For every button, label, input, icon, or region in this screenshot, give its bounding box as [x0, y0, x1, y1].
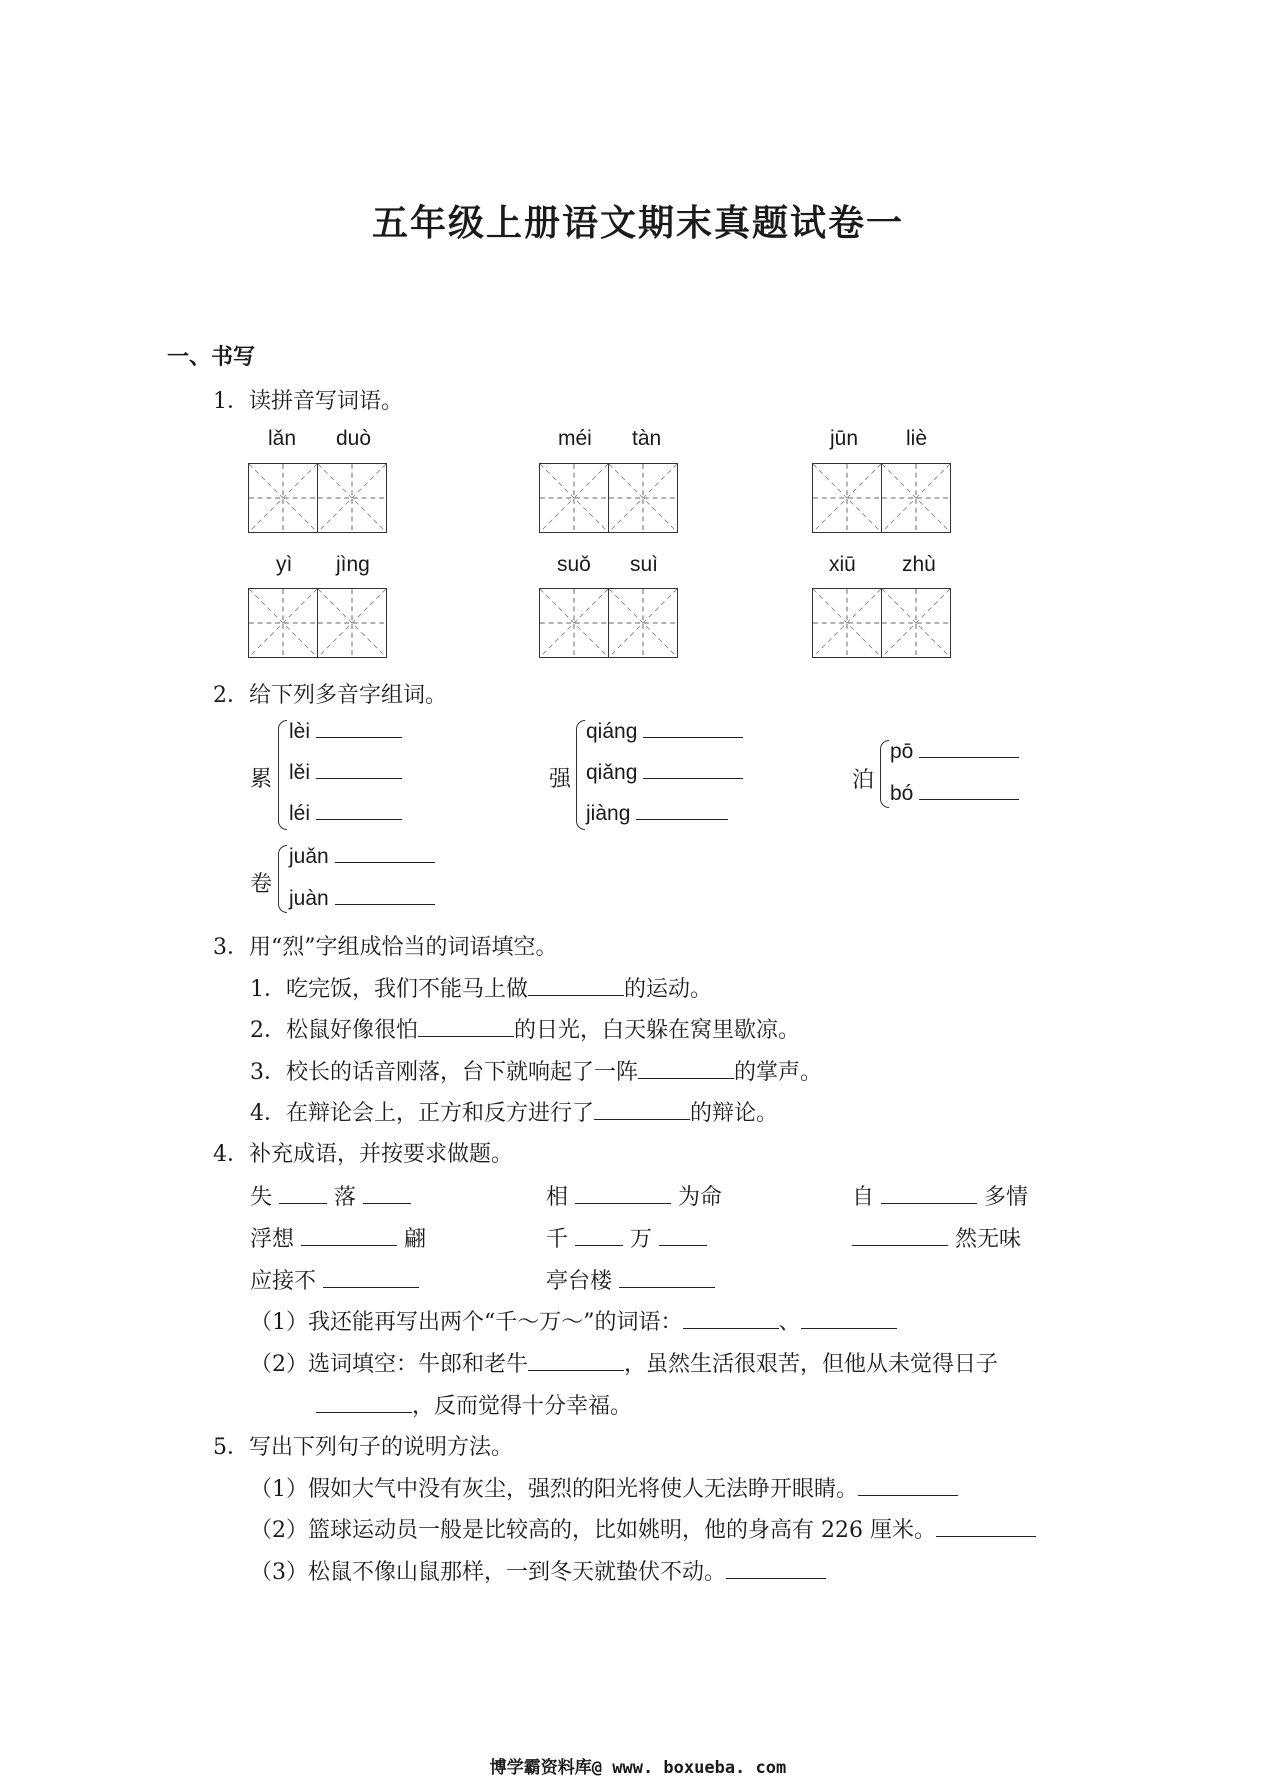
reading-po1: pō — [890, 740, 1019, 764]
answer-blank[interactable] — [575, 1244, 623, 1246]
polyphone-char-juan: 卷 — [250, 872, 273, 897]
page-title: 五年级上册语文期末真题试卷一 — [371, 203, 904, 244]
answer-blank[interactable] — [594, 1118, 690, 1120]
answer-blank[interactable] — [301, 1244, 397, 1246]
reading-bo2: bó — [890, 782, 1019, 806]
answer-blank[interactable] — [919, 756, 1019, 758]
pinyin-jing: jìng — [336, 553, 370, 576]
pinyin-zhu: zhù — [902, 553, 936, 576]
pinyin-lan: lǎn — [268, 427, 297, 450]
q5-item-2: （2）篮球运动员一般是比较高的，比如姚明，他的身高有 226 厘米。 — [250, 1513, 1036, 1544]
answer-blank[interactable] — [852, 1244, 948, 1246]
pinyin-duo: duò — [336, 427, 372, 450]
polyphone-char-lei: 累 — [250, 767, 273, 792]
reading-qiang3: qiǎng — [586, 761, 743, 785]
tian-cell[interactable] — [881, 588, 951, 658]
tian-cell[interactable] — [317, 588, 387, 658]
question-1-label: 1．读拼音写词语。 — [213, 389, 403, 414]
q4-sub-1: （1）我还能再写出两个“千～万～”的词语： 、 — [250, 1305, 897, 1336]
reading-jiang4: jiàng — [586, 802, 728, 826]
writing-grid-suo-sui[interactable] — [539, 588, 678, 658]
answer-blank[interactable] — [418, 1035, 514, 1037]
q5-item-3: （3）松鼠不像山鼠那样，一到冬天就蛰伏不动。 — [250, 1555, 826, 1586]
tian-cell[interactable] — [608, 588, 678, 658]
reading-juan3: juǎn — [289, 845, 435, 869]
q3-item-1: 1．吃完饭，我们不能马上做 的运动。 — [250, 977, 713, 1002]
tian-cell[interactable] — [539, 463, 609, 533]
pinyin-jun: jūn — [830, 427, 859, 450]
tian-cell[interactable] — [812, 588, 882, 658]
pinyin-mei: méi — [558, 427, 592, 450]
writing-grid-mei-tan[interactable] — [539, 463, 678, 533]
answer-blank[interactable] — [683, 1327, 779, 1329]
answer-blank[interactable] — [643, 736, 743, 738]
q3-item-2: 2．松鼠好像很怕 的日光，白天躲在窝里歇凉。 — [250, 1018, 801, 1043]
writing-grid-yi-jing[interactable] — [248, 588, 387, 658]
tian-cell[interactable] — [539, 588, 609, 658]
brace — [576, 720, 585, 830]
answer-blank[interactable] — [363, 1202, 411, 1204]
writing-grid-jun-lie[interactable] — [812, 463, 951, 533]
answer-blank[interactable] — [279, 1202, 327, 1204]
idiom-2: 相 为命 — [546, 1185, 723, 1210]
writing-grid-lanu-duo[interactable] — [248, 463, 387, 533]
pinyin-sui: suì — [630, 553, 659, 576]
idiom-1: 失 落 — [250, 1180, 411, 1211]
answer-blank[interactable] — [726, 1577, 826, 1579]
tian-cell[interactable] — [812, 463, 882, 533]
pinyin-lie: liè — [906, 427, 928, 450]
tian-cell[interactable] — [317, 463, 387, 533]
answer-blank[interactable] — [316, 777, 402, 779]
reading-juan4: juàn — [289, 887, 435, 911]
answer-blank[interactable] — [659, 1244, 707, 1246]
answer-blank[interactable] — [316, 736, 402, 738]
answer-blank[interactable] — [881, 1202, 977, 1204]
reading-lei3: lěi — [289, 761, 402, 785]
answer-blank[interactable] — [528, 1369, 624, 1371]
idiom-7: 应接不 — [250, 1264, 419, 1295]
pinyin-suo: suǒ — [557, 553, 591, 576]
answer-blank[interactable] — [936, 1535, 1036, 1537]
pinyin-xiu: xiū — [829, 553, 856, 576]
reading-lei4: lèi — [289, 720, 402, 744]
q4-sub-2: （2）选词填空：牛郎和老牛 ，虽然生活很艰苦，但他从未觉得日子 — [250, 1352, 999, 1377]
tian-cell[interactable] — [248, 588, 318, 658]
brace — [278, 845, 287, 913]
q4-sub-2-cont: ，反而觉得十分幸福。 — [316, 1389, 632, 1420]
reading-lei2: léi — [289, 802, 402, 826]
brace — [278, 720, 287, 830]
pinyin-yi: yì — [276, 553, 293, 576]
idiom-4: 浮想 翩 — [250, 1227, 427, 1252]
answer-blank[interactable] — [575, 1202, 671, 1204]
section-heading-writing: 一、书写 — [167, 345, 256, 370]
q5-item-1: （1）假如大气中没有灰尘，强烈的阳光将使人无法睁开眼睛。 — [250, 1472, 958, 1503]
tian-cell[interactable] — [608, 463, 678, 533]
reading-qiang2: qiáng — [586, 720, 743, 744]
answer-blank[interactable] — [528, 994, 624, 996]
brace — [880, 740, 889, 808]
footer-watermark: 博学霸资料库@ www. boxueba. com — [489, 1758, 787, 1778]
answer-blank[interactable] — [619, 1286, 715, 1288]
pinyin-tan: tàn — [632, 427, 662, 450]
answer-blank[interactable] — [801, 1327, 897, 1329]
question-5-label: 5．写出下列句子的说明方法。 — [213, 1435, 513, 1460]
idiom-6: 然无味 — [852, 1222, 1021, 1253]
polyphone-char-qiang: 强 — [549, 767, 572, 792]
answer-blank[interactable] — [858, 1494, 958, 1496]
answer-blank[interactable] — [919, 798, 1019, 800]
tian-cell[interactable] — [881, 463, 951, 533]
answer-blank[interactable] — [335, 903, 435, 905]
answer-blank[interactable] — [316, 1411, 412, 1413]
answer-blank[interactable] — [643, 777, 743, 779]
q3-item-4: 4．在辩论会上，正方和反方进行了 的辩论。 — [250, 1101, 779, 1126]
answer-blank[interactable] — [335, 861, 435, 863]
writing-grid-xiu-zhu[interactable] — [812, 588, 951, 658]
question-4-label: 4．补充成语，并按要求做题。 — [213, 1142, 513, 1167]
question-3-label: 3．用“烈”字组成恰当的词语填空。 — [213, 935, 558, 960]
answer-blank[interactable] — [323, 1286, 419, 1288]
polyphone-char-po: 泊 — [852, 768, 875, 793]
answer-blank[interactable] — [638, 1077, 734, 1079]
answer-blank[interactable] — [636, 818, 728, 820]
question-2-label: 2．给下列多音字组词。 — [213, 683, 447, 708]
idiom-5: 千 万 — [546, 1222, 707, 1253]
idiom-8: 亭台楼 — [546, 1264, 715, 1295]
q3-item-3: 3．校长的话音刚落，台下就响起了一阵 的掌声。 — [250, 1060, 823, 1085]
tian-cell[interactable] — [248, 463, 318, 533]
idiom-3: 自 多情 — [852, 1185, 1029, 1210]
answer-blank[interactable] — [316, 818, 402, 820]
